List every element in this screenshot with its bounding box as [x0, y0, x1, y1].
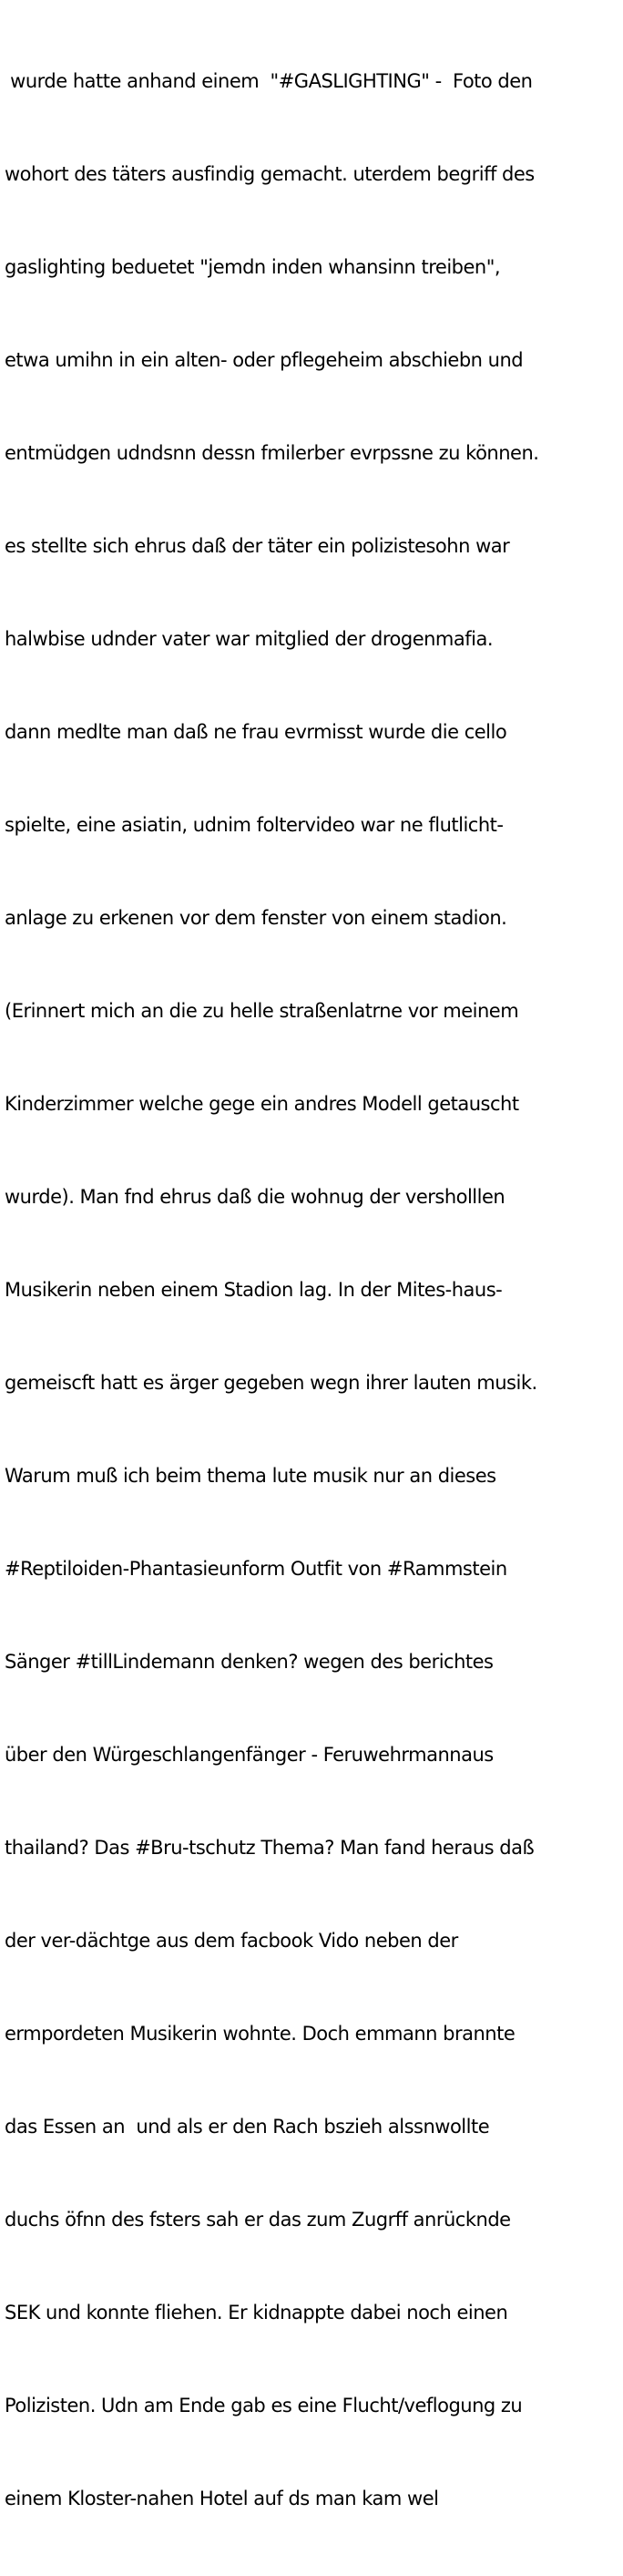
- document-text: [5, 4, 620, 2576]
- text-line: dann medlte man daß ne frau evrmisst wurde die cello: [5, 721, 507, 743]
- text-line: Warum muß ich beim thema lute musik nur an dieses: [5, 1465, 496, 1487]
- text-line: wurde hatte anhand einem "#GASLIGHTING" - Foto den: [5, 70, 533, 92]
- text-line: gemeiscft hatt es ärger gegeben wegn ihrer lauten musik.: [5, 1372, 537, 1394]
- text-line: etwa umihn in ein alten- oder pflegeheim abschiebn und: [5, 349, 524, 371]
- text-line: es stellte sich ehrus daß der täter ein polizistesohn war: [5, 535, 510, 557]
- text-line: SEK und konnte fliehen. Er kidnappte dabei noch einen: [5, 2302, 508, 2324]
- text-line: Kinderzimmer welche gege ein andres Modell getauscht: [5, 1093, 519, 1115]
- text-line: Musikerin neben einem Stadion lag. In der Mites-haus-: [5, 1279, 503, 1301]
- text-line: wohort des täters ausfindig gemacht. uterdem begriff des: [5, 163, 535, 185]
- text-line: Polizisten. Udn am Ende gab es eine Flucht/veflogung zu: [5, 2395, 523, 2416]
- text-line: #Reptiloiden-Phantasieunform Outfit von #Rammstein: [5, 1558, 507, 1580]
- text-line: gaslighting beduetet "jemdn inden whansinn treiben",: [5, 256, 501, 278]
- text-line: der ver-dächtge aus dem facbook Vido neben der: [5, 1930, 458, 1952]
- text-line: wurde). Man fnd ehrus daß die wohnug der versholllen: [5, 1186, 506, 1208]
- text-line: über den Würgeschlangenfänger - Feruwehrmannaus: [5, 1744, 494, 1766]
- text-line: duchs öfnn des fsters sah er das zum Zugrff anrücknde: [5, 2209, 511, 2231]
- text-line: thailand? Das #Bru-tschutz Thema? Man fand heraus daß: [5, 1837, 535, 1859]
- text-line: anlage zu erkenen vor dem fenster von einem stadion.: [5, 907, 507, 929]
- text-line: ermpordeten Musikerin wohnte. Doch emmann brannte: [5, 2023, 516, 2045]
- text-line: (Erinnert mich an die zu helle straßenlatrne vor meinem: [5, 1000, 519, 1022]
- text-line: einem Kloster-nahen Hotel auf ds man kam wel: [5, 2488, 439, 2509]
- text-line: das Essen an und als er den Rach bszieh alssnwollte: [5, 2116, 490, 2138]
- text-line: spielte, eine asiatin, udnim foltervideo war ne flutlicht-: [5, 814, 504, 836]
- text-line: entmüdgen udndsnn dessn fmilerber evrpssne zu können.: [5, 442, 539, 464]
- text-line: halwbise udnder vater war mitglied der drogenmafia.: [5, 628, 494, 650]
- text-line: Sänger #tillLindemann denken? wegen des berichtes: [5, 1651, 494, 1673]
